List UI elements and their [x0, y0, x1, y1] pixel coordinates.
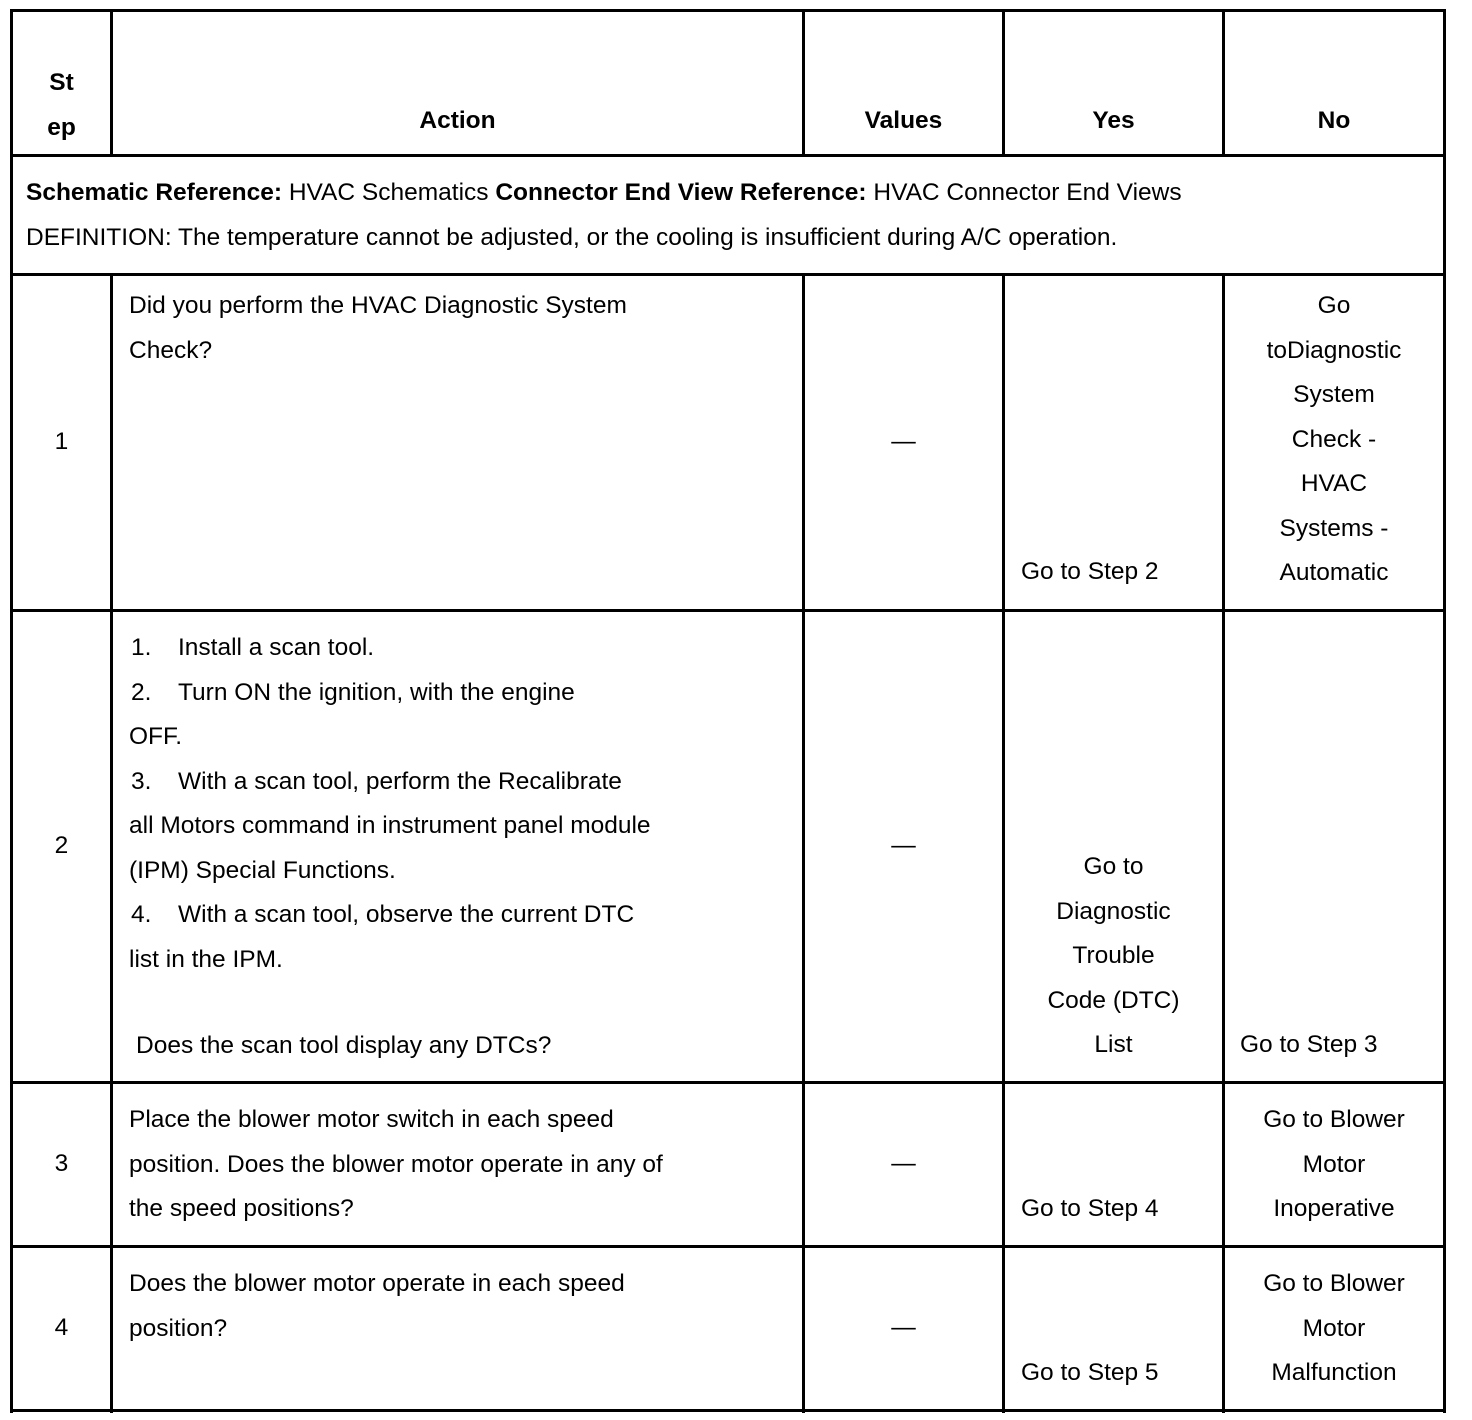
list-text-continued: (IPM) Special Functions. — [129, 856, 396, 884]
list-text-continued: list in the IPM. — [129, 945, 283, 973]
row-4-action — [129, 1262, 799, 1351]
row-2-question: Does the scan tool display any DTCs? — [136, 1032, 552, 1059]
row-3-yes-link[interactable]: Go to Step 4 — [1021, 1195, 1159, 1222]
row-1-no-link[interactable] — [1225, 284, 1443, 596]
row-2-yes-line: Code (DTC) — [1047, 986, 1180, 1014]
row-3-action-line: the speed positions? — [129, 1195, 354, 1222]
header-step-line1: St — [49, 69, 74, 96]
header-action: Action — [419, 107, 496, 134]
row-2-yes-line: Go to — [1083, 853, 1144, 880]
header-step — [13, 61, 110, 150]
row-1-no-line: System — [1293, 381, 1375, 408]
row-2-values: — — [891, 832, 916, 860]
row-2-yes-line: List — [1094, 1031, 1133, 1058]
table-border-right — [1443, 9, 1446, 1413]
header-divider — [10, 154, 1446, 157]
reference-divider — [10, 273, 1446, 276]
header-no: No — [1317, 107, 1351, 134]
table-border-top — [10, 9, 1446, 12]
row-2-divider — [10, 1081, 1446, 1084]
row-2-no-link[interactable]: Go to Step 3 — [1240, 1031, 1378, 1058]
col-divider — [110, 273, 113, 1413]
list-text: With a scan tool, perform the Recalibrate — [178, 767, 622, 795]
header-values: Values — [864, 107, 943, 134]
row-1-values: — — [891, 428, 916, 456]
row-1-no-line: HVAC — [1300, 470, 1368, 497]
spacer — [129, 982, 799, 1024]
connector-reference-label: Connector End View Reference: — [495, 179, 867, 206]
row-3-no-line: Inoperative — [1273, 1195, 1395, 1222]
row-1-no-line: toDiagnostic — [1266, 336, 1402, 364]
row-3-action-line: Place the blower motor switch in each speed — [129, 1106, 614, 1133]
list-number: 1. — [131, 634, 152, 661]
row-2-yes-line: Diagnostic — [1056, 897, 1171, 925]
row-1-no-line: Go — [1317, 292, 1351, 319]
row-3-action-line: position. Does the blower motor operate in any of — [129, 1150, 663, 1178]
row-2-step: 2 — [54, 832, 69, 860]
table-border-bottom — [10, 1409, 1446, 1412]
row-4-yes-link[interactable]: Go to Step 5 — [1021, 1359, 1159, 1386]
reference-line — [26, 171, 1436, 216]
list-number: 4. — [131, 901, 152, 928]
row-3-no-line: Motor — [1302, 1150, 1366, 1178]
row-2-yes-line: Trouble — [1072, 942, 1155, 969]
row-2-action-item — [129, 671, 799, 716]
row-2-action-item — [129, 893, 799, 938]
row-2-yes-link[interactable] — [1005, 845, 1222, 1068]
row-1-yes-link[interactable]: Go to Step 2 — [1021, 558, 1159, 585]
row-4-no-line: Malfunction — [1271, 1359, 1397, 1386]
reference-block — [26, 171, 1436, 260]
row-1-action-line: Check? — [129, 336, 213, 364]
row-4-values: — — [891, 1314, 916, 1342]
schematic-reference-label: Schematic Reference: — [26, 179, 283, 206]
row-4-action-line: position? — [129, 1314, 228, 1342]
row-3-divider — [10, 1245, 1446, 1248]
list-number: 2. — [131, 678, 152, 706]
header-yes: Yes — [1092, 107, 1135, 134]
connector-reference-link[interactable]: HVAC Connector End Views — [873, 179, 1182, 206]
col-divider — [1002, 273, 1005, 1413]
row-3-values: — — [891, 1150, 916, 1178]
row-1-divider — [10, 609, 1446, 612]
row-4-no-line: Motor — [1302, 1314, 1366, 1342]
row-2-action — [129, 626, 799, 1069]
row-3-no-link[interactable] — [1225, 1098, 1443, 1232]
row-1-action-line: Did you perform the HVAC Diagnostic System — [129, 292, 627, 319]
list-text-continued: all Motors command in instrument panel module — [129, 812, 651, 839]
diagnostic-table — [10, 9, 1446, 1413]
row-1-no-line: Check - — [1291, 425, 1377, 453]
row-1-action — [129, 284, 789, 373]
row-4-no-line: Go to Blower — [1263, 1270, 1405, 1297]
row-3-action — [129, 1098, 799, 1232]
row-1-step: 1 — [54, 428, 69, 456]
row-3-step: 3 — [54, 1150, 69, 1178]
row-3-no-line: Go to Blower — [1263, 1106, 1405, 1133]
row-4-action-line: Does the blower motor operate in each speed — [129, 1270, 625, 1297]
row-4-step: 4 — [54, 1314, 69, 1342]
row-2-action-item — [129, 760, 799, 805]
list-text: With a scan tool, observe the current DTC — [178, 901, 635, 928]
list-number: 3. — [131, 767, 152, 795]
row-2-action-item — [129, 626, 799, 671]
schematic-reference-link[interactable]: HVAC Schematics — [288, 179, 489, 206]
list-text: Turn ON the ignition, with the engine — [178, 678, 575, 706]
list-text-continued: OFF. — [129, 723, 183, 750]
list-text: Install a scan tool. — [178, 634, 375, 661]
row-1-no-line: Systems - — [1279, 514, 1389, 542]
header-step-line2: ep — [47, 113, 76, 141]
row-1-no-line: Automatic — [1279, 559, 1389, 586]
definition-text: DEFINITION: The temperature cannot be adjusted, or the cooling is insufficient during A/C operation. — [26, 223, 1118, 251]
row-4-no-link[interactable] — [1225, 1262, 1443, 1396]
